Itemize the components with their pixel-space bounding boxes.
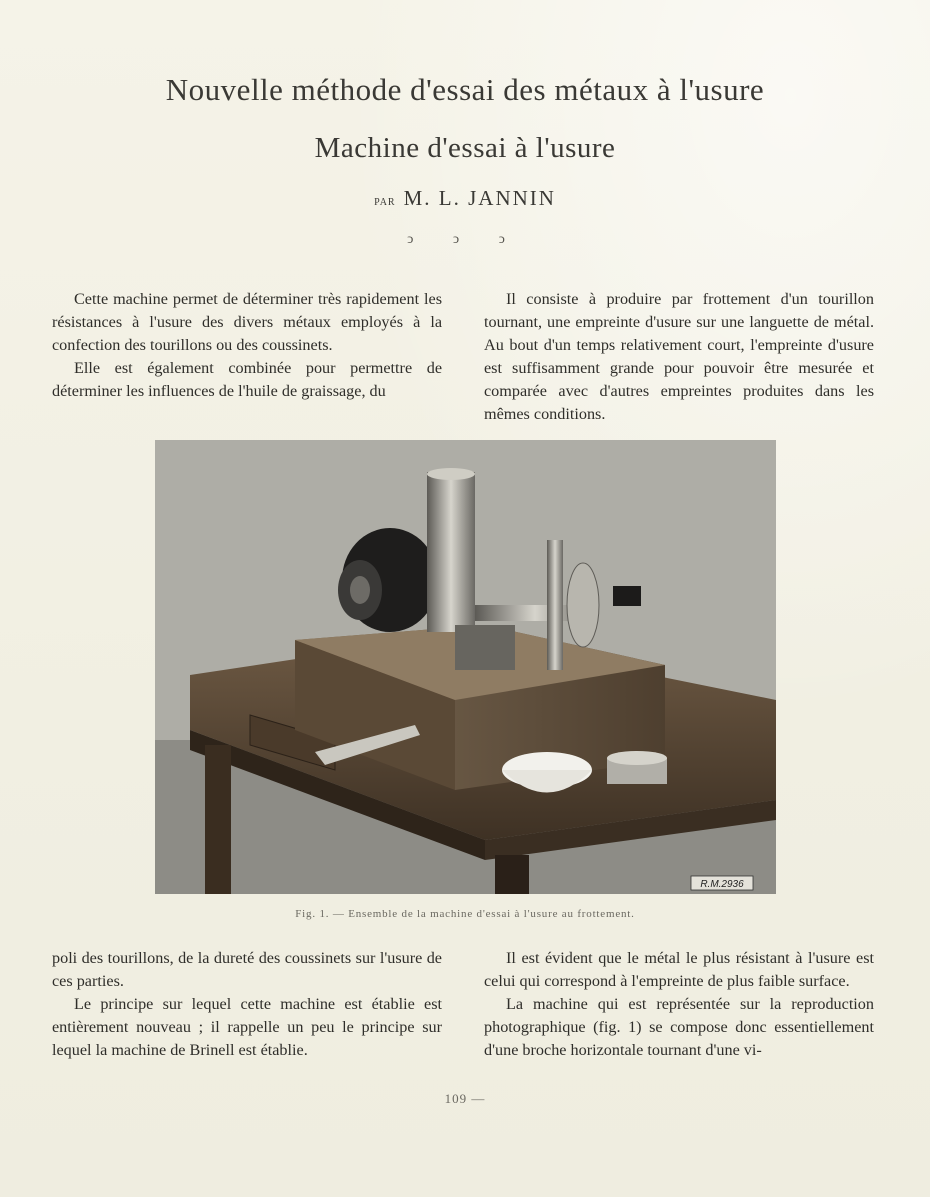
body-column-bottom-right — [484, 947, 874, 1062]
paragraph: poli des tourillons, de la dureté des coussinets sur l'usure de ces parties. — [52, 949, 442, 990]
article-subtitle: Machine d'essai à l'usure — [314, 132, 616, 164]
paragraph: Le principe sur lequel cette machine est établie est entièrement nouveau ; il rappelle un peu le principe sur lequel la machine de Brinell est établie. — [52, 995, 442, 1059]
machine-photo-illustration — [155, 440, 776, 894]
ornament: ↄ ↄ ↄ — [407, 232, 523, 247]
plate-mark: R.M.2936 — [700, 879, 744, 890]
body-column-top-right — [484, 288, 874, 426]
byline — [0, 186, 930, 211]
paragraph: Cette machine permet de déterminer très rapidement les résistances à l'usure des divers métaux employés à la confection des tourillons ou des coussinets. — [52, 290, 442, 354]
paragraph: Il consiste à produire par frottement d'un tourillon tournant, une empreinte d'usure sur une languette de métal. Au bout d'un temps relativement court, l'empreinte d'usure est suffisamment grande pour pouvoir être mesurée et comparée avec d'autres empreintes produites dans les mêmes conditions. — [484, 290, 874, 423]
paragraph: Il est évident que le métal le plus résistant à l'usure est celui qui correspond à l'empreinte de plus faible surface. — [484, 949, 874, 990]
figure-caption: Fig. 1. — Ensemble de la machine d'essai à l'usure au frottement. — [295, 908, 635, 920]
paragraph: La machine qui est représentée sur la reproduction photographique (fig. 1) se compose donc essentiellement d'une broche horizontale tournant d'une vi- — [484, 995, 874, 1059]
article-title: Nouvelle méthode d'essai des métaux à l'usure — [165, 72, 765, 107]
byline-prefix: PAR — [374, 197, 396, 208]
body-column-top-left — [52, 288, 442, 403]
body-column-bottom-left — [52, 947, 442, 1062]
page-number: 109 — — [444, 1091, 486, 1106]
author-name: M. L. JANNIN — [403, 186, 556, 210]
paragraph: Elle est également combinée pour permettre de déterminer les influences de l'huile de graissage, du — [52, 359, 442, 400]
figure-photograph — [155, 440, 776, 894]
